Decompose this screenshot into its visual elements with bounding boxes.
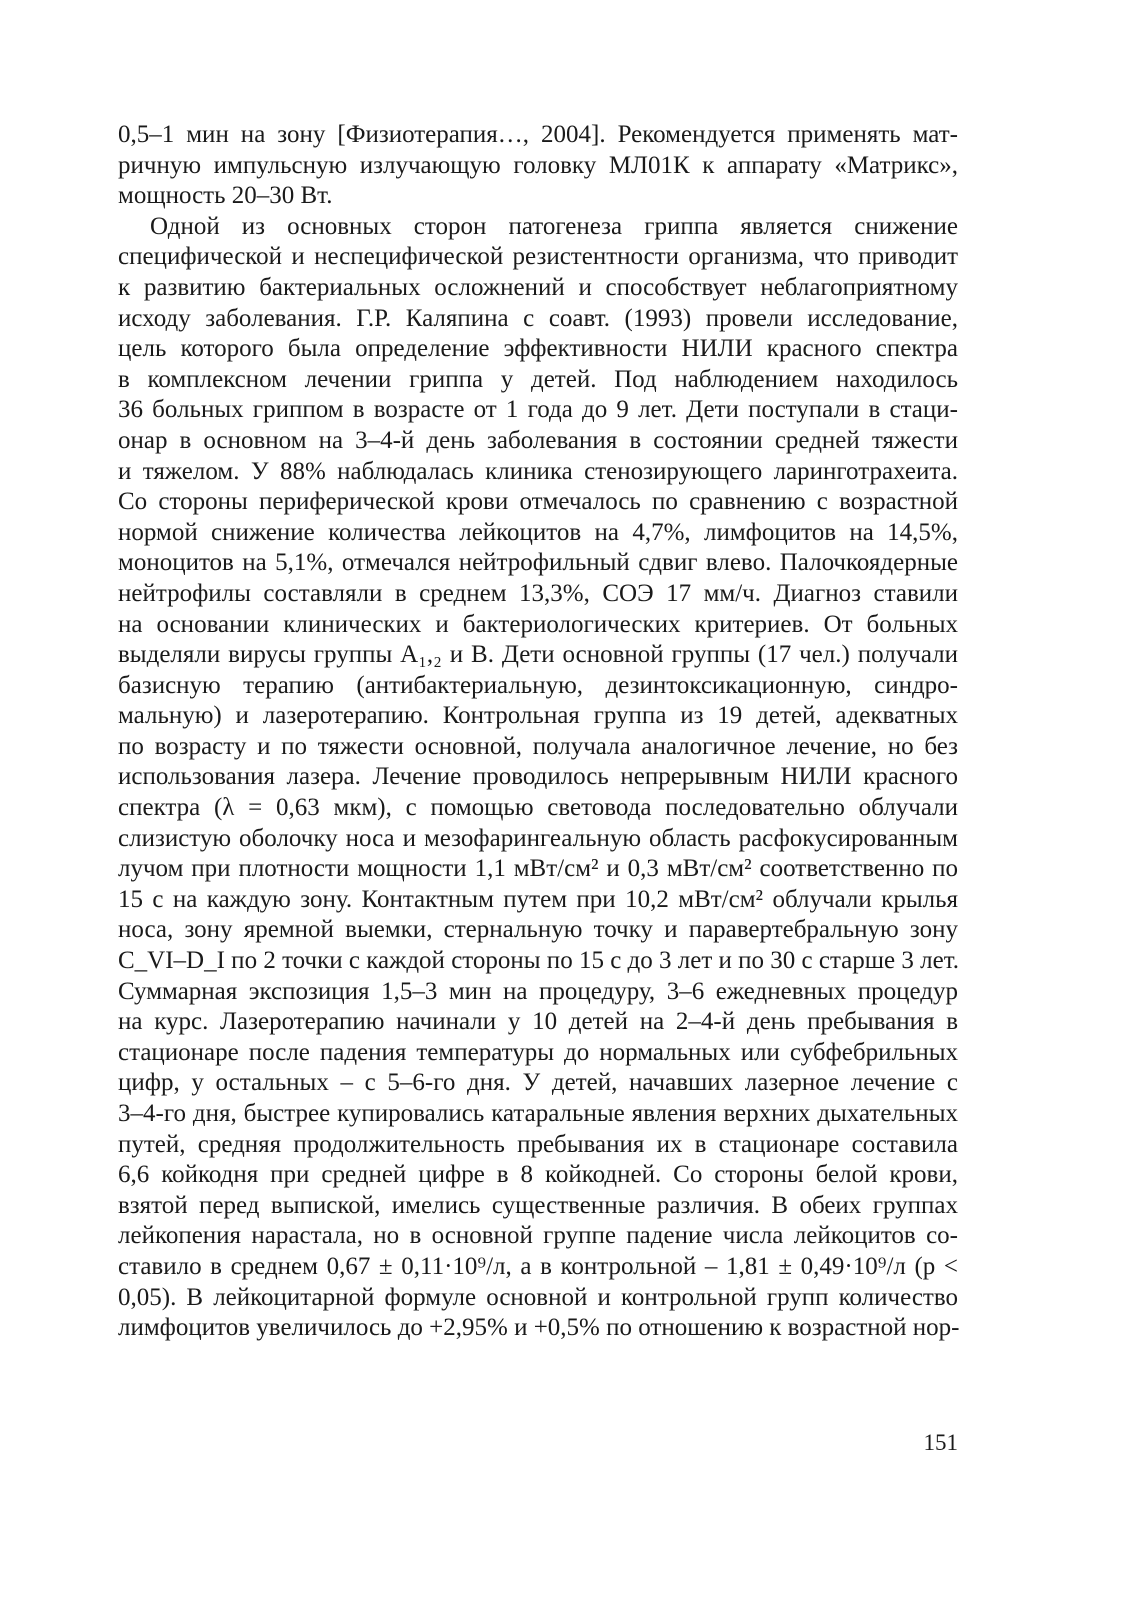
- paragraph-1: [118, 120, 958, 212]
- text-line: лучом при плотности мощности 1,1 мВт/см² и 0,3 мВт/см² соответственно по: [118, 855, 958, 883]
- text-line: выделяли вирусы группы A₁,₂ и B. Дети основной группы (17 чел.) получали: [118, 641, 958, 669]
- text-line: онар в основном на 3–4-й день заболевания в состоянии средней тяжести: [118, 426, 958, 454]
- text-line: спектра (λ = 0,63 мкм), с помощью световода последовательно облучали: [118, 794, 958, 822]
- text-line: стационаре после падения температуры до нормальных или субфебрильных: [118, 1038, 958, 1066]
- text-line: мальную) и лазеротерапию. Контрольная группа из 19 детей, адекватных: [118, 702, 958, 730]
- text-line: ричную импульсную излучающую головку МЛ01К к аппарату «Матрикс»,: [118, 151, 958, 179]
- text-line: исходу заболевания. Г.Р. Каляпина с соавт. (1993) провели исследование,: [118, 304, 958, 332]
- text-line: моноцитов на 5,1%, отмечался нейтрофильный сдвиг влево. Палочкоядерные: [118, 549, 958, 577]
- text-line: лейкопения нарастала, но в основной группе падение числа лейкоцитов со-: [118, 1222, 958, 1250]
- text-line: лимфоцитов увеличилось до +2,95% и +0,5% по отношению к возрастной нор-: [118, 1314, 960, 1342]
- text-line: 15 с на каждую зону. Контактным путем при 10,2 мВт/см² облучали крылья: [118, 885, 958, 913]
- text-line: Со стороны периферической крови отмечалось по сравнению с возрастной: [118, 488, 958, 516]
- text-line: 3–4-го дня, быстрее купировались катаральные явления верхних дыхательных: [118, 1100, 958, 1127]
- text-line: Одной из основных сторон патогенеза гриппа является снижение: [150, 212, 958, 240]
- text-line: по возрасту и по тяжести основной, получала аналогичное лечение, но без: [118, 732, 958, 760]
- text-line: взятой перед выпиской, имелись существенные различия. В обеих группах: [118, 1191, 958, 1219]
- text-line: ставило в среднем 0,67 ± 0,11·10⁹/л, а в контрольной – 1,81 ± 0,49·10⁹/л (р <: [118, 1252, 958, 1280]
- text-line: к развитию бактериальных осложнений и способствует неблагоприятному: [118, 273, 958, 301]
- text-line: 0,5–1 мин на зону [Физиотерапия…, 2004]. Рекомендуется применять мат-: [118, 121, 958, 148]
- page-number: 151: [923, 1430, 958, 1455]
- text-line: на курс. Лазеротерапию начинали у 10 детей на 2–4-й день пребывания в: [118, 1008, 958, 1036]
- text-line: специфической и неспецифической резистентности организма, что приводит: [118, 243, 958, 271]
- page-body: [118, 120, 958, 1344]
- text-line: путей, средняя продолжительность пребывания их в стационаре составила: [118, 1130, 958, 1158]
- text-line: носа, зону яремной выемки, стернальную точку и паравертебральную зону: [118, 916, 958, 944]
- text-line: мощность 20–30 Вт.: [118, 182, 333, 210]
- text-line: цель которого была определение эффективности НИЛИ красного спектра: [118, 335, 958, 363]
- text-line: 36 больных гриппом в возрасте от 1 года до 9 лет. Дети поступали в стаци-: [118, 396, 958, 424]
- text-line: на основании клинических и бактериологических критериев. От больных: [118, 610, 958, 638]
- paragraph-2: [118, 212, 958, 1344]
- text-line: и тяжелом. У 88% наблюдалась клиника стенозирующего ларинготрахеита.: [118, 457, 958, 485]
- text-line: нейтрофилы составляли в среднем 13,3%, СОЭ 17 мм/ч. Диагноз ставили: [118, 579, 958, 607]
- text-line: в комплексном лечении гриппа у детей. Под наблюдением находилось: [118, 365, 958, 393]
- text-line: Суммарная экспозиция 1,5–3 мин на процедуру, 3–6 ежедневных процедур: [118, 977, 958, 1005]
- text-line: 6,6 койкодня при средней цифре в 8 койкодней. Со стороны белой крови,: [118, 1161, 958, 1189]
- text-line: слизистую оболочку носа и мезофарингеальную область расфокусированным: [118, 824, 958, 852]
- text-line: использования лазера. Лечение проводилось непрерывным НИЛИ красного: [118, 763, 958, 791]
- text-line: базисную терапию (антибактериальную, дезинтоксикационную, синдро-: [118, 671, 958, 699]
- text-line: 0,05). В лейкоцитарной формуле основной и контрольной групп количество: [118, 1283, 958, 1311]
- text-line: C_VI–D_I по 2 точки с каждой стороны по 15 с до 3 лет и по 30 с старше 3 лет.: [118, 947, 959, 975]
- text-line: нормой снижение количества лейкоцитов на 4,7%, лимфоцитов на 14,5%,: [118, 518, 958, 546]
- text-line: цифр, у остальных – с 5–6-го дня. У детей, начавших лазерное лечение с: [118, 1069, 958, 1097]
